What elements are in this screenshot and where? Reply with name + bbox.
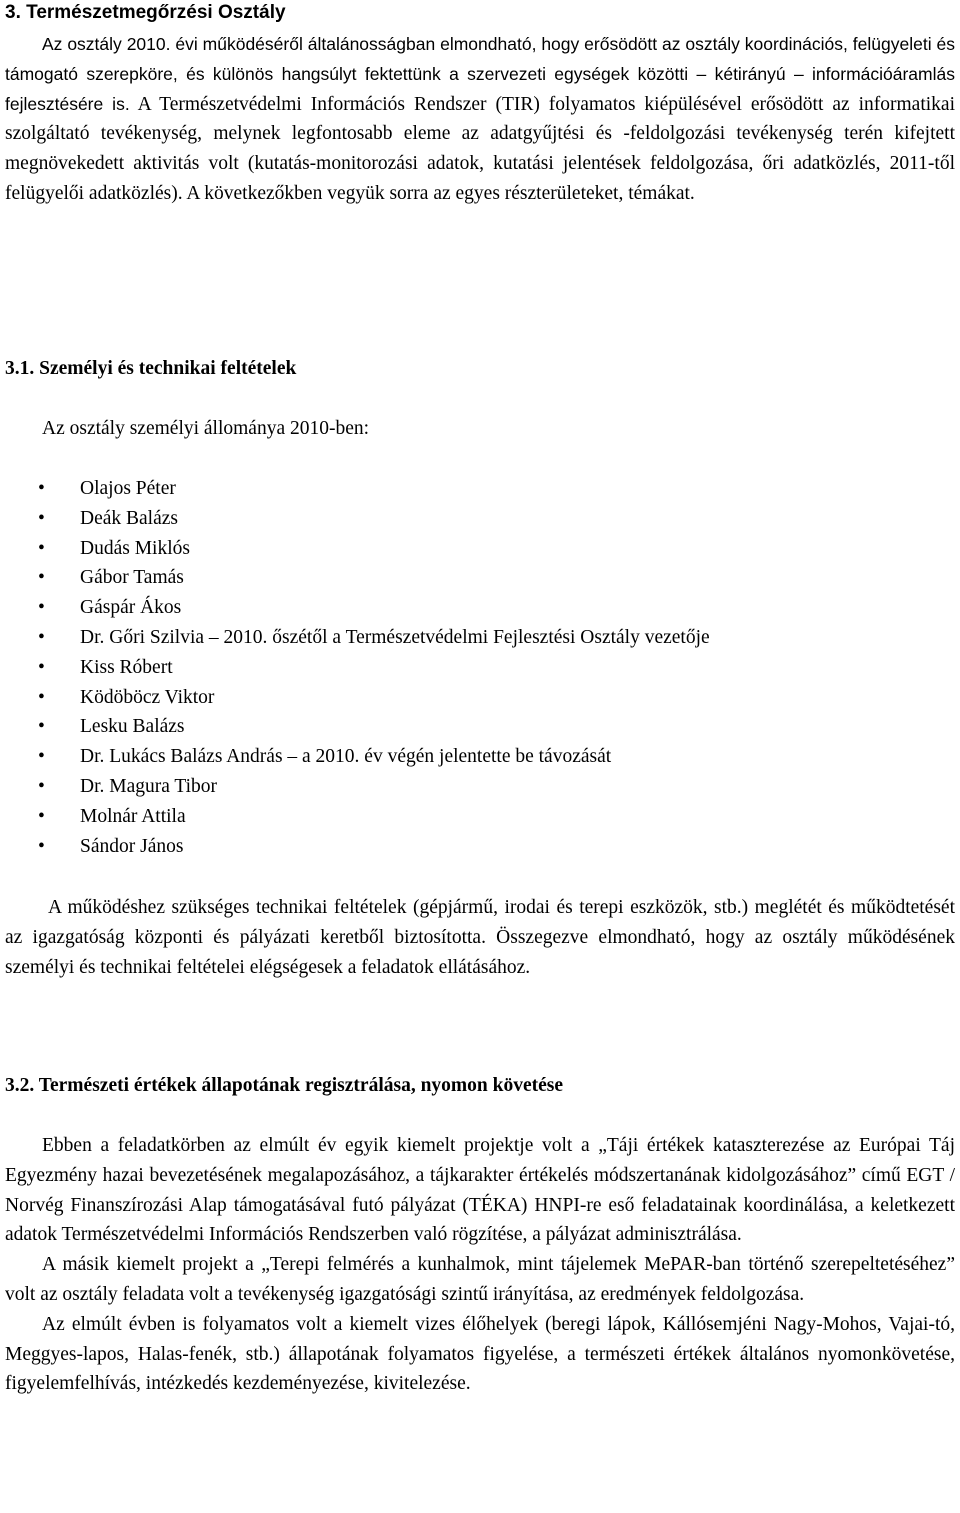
bullet-icon: • [38, 537, 45, 559]
technical-paragraph [5, 893, 955, 982]
staff-name: Dr. Gőri Szilvia – 2010. őszétől a Természetvédelmi Fejlesztési Osztály vezetője [80, 626, 710, 648]
staff-list-item [5, 802, 710, 832]
staff-list-item [5, 742, 710, 772]
staff-name: Molnár Attila [80, 805, 186, 827]
staff-intro-text: Az osztály személyi állománya 2010-ben: [42, 418, 370, 439]
sub2-paragraph-1: Ebben a feladatkörben az elmúlt év egyik kiemelt projektje volt a „Táji értékek kataszterezése az Európai Táj Egyezmény hazai bevezetésének megalapozásához, a tájkarakter értékelés módszertanának kidolgozásához” című EGT / Norvég Finanszírozási Alap támogatásával futó pályázat (TÉKA) HNPI-re eső feladatainak koordinálása, a keletkezett adatok Természetvédelmi Információs Rendszerben való rögzítése, a pályázat adminisztrálása. [5, 1135, 955, 1246]
intro-paragraph [5, 30, 955, 209]
staff-name: Olajos Péter [80, 478, 176, 499]
staff-name: Gáspár Ákos [80, 597, 182, 619]
staff-list-item [5, 772, 710, 802]
bullet-icon: • [38, 746, 45, 768]
intro-sans-text: Az osztály 2010. évi működéséről általánosságban elmondható, hogy erősödött az osztály koordinációs, felügyeleti és támogató szerepköre, és különös hangsúlyt fektettünk a szervezeti egységek közötti – kétirányú – információáramlás fejlesztésére is. [5, 34, 955, 114]
subsection-title-3-1: 3.1. Személyi és technikai feltételek [5, 358, 297, 379]
staff-list-item [5, 683, 710, 713]
staff-list-item [5, 653, 710, 683]
bullet-icon: • [38, 656, 45, 678]
staff-list-item [5, 832, 710, 862]
intro-text [5, 30, 955, 209]
staff-list-item [5, 474, 710, 504]
staff-name: Lesku Balázs [80, 716, 185, 738]
bullet-icon: • [38, 567, 45, 589]
bullet-icon: • [38, 686, 45, 708]
staff-name: Kiss Róbert [80, 656, 173, 678]
staff-name: Gábor Tamás [80, 567, 184, 589]
bullet-icon: • [38, 835, 45, 857]
bullet-icon: • [38, 597, 45, 619]
staff-intro [5, 414, 955, 444]
staff-name: Deák Balázs [80, 507, 178, 529]
staff-list-item [5, 534, 710, 564]
staff-name: Ködöböcz Viktor [80, 686, 215, 708]
bullet-icon: • [38, 775, 45, 797]
bullet-icon: • [38, 626, 45, 648]
staff-name: Dudás Miklós [80, 537, 190, 559]
staff-list-item [5, 563, 710, 593]
staff-list [5, 474, 710, 861]
staff-list-item [5, 504, 710, 534]
staff-list-item [5, 712, 710, 742]
intro-serif-text: A Természetvédelmi Információs Rendszer (TIR) folyamatos kiépülésével erősödött az informatikai szolgáltató tevékenység, melynek legfontosabb eleme az adatgyűjtési és -feldolgozási tevékenység terén kifejtett megnövekedett aktivitás volt (kutatás-monitorozási adatok, kutatási jelentések feldolgozása, őri adatközlés, 2011-től felügyelői adatközlés). A következőkben vegyük sorra az egyes részterületeket, témákat. [5, 93, 955, 204]
staff-list-item [5, 623, 710, 653]
subsection-title-3-2: 3.2. Természeti értékek állapotának regisztrálása, nyomon követése [5, 1075, 564, 1096]
staff-name: Dr. Lukács Balázs András – a 2010. év végén jelentette be távozását [80, 746, 612, 768]
bullet-icon: • [38, 478, 45, 499]
bullet-icon: • [38, 716, 45, 738]
bullet-icon: • [38, 507, 45, 529]
staff-name: Sándor János [80, 835, 184, 857]
sub2-paragraph-3: Az elmúlt évben is folyamatos volt a kiemelt vizes élőhelyek (beregi lápok, Kállósemjéni Nagy-Mohos, Vajai-tó, Meggyes-lapos, Halas-fenék, stb.) állapotának folyamatos figyelése, a természeti értékek általános nyomonkövetése, figyelemfelhívás, intézkedés kezdeményezése, kivitelezése. [5, 1313, 955, 1395]
technical-text: A működéshez szükséges technikai feltételek (gépjármű, irodai és terepi eszközök, stb.) meglétét és működtetését az igazgatóság központi és pályázati keretből biztosította. Összegezve elmondható, hogy az osztály működésének személyi és technikai feltételei elégségesek a feladatok ellátásához. [5, 897, 955, 978]
bullet-icon: • [38, 805, 45, 827]
sub2-body [5, 1131, 955, 1399]
staff-name: Dr. Magura Tibor [80, 775, 218, 797]
section-title: 3. Természetmegőrzési Osztály [5, 2, 286, 23]
staff-list-item [5, 593, 710, 623]
sub2-paragraph-2: A másik kiemelt projekt a „Terepi felmérés a kunhalmok, mint tájelemek MePAR-ban történő szerepeltetéséhez” volt az osztály feladata volt a tevékenység igazgatósági szintű irányítása, az eredmények feldolgozása. [5, 1254, 955, 1305]
